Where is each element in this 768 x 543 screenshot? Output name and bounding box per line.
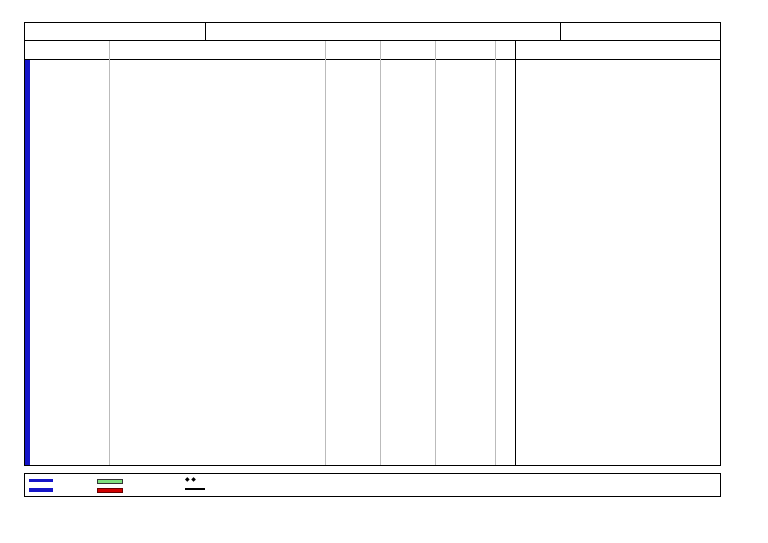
- wbs-band: [25, 60, 30, 465]
- legend-swatch-remaining: [97, 479, 123, 484]
- legend-swatch-critical: [97, 488, 123, 493]
- timeline-axis: [515, 41, 720, 59]
- legend-swatch-actual: [29, 488, 53, 492]
- legend-milestone-icon: ◆ ◆: [185, 477, 196, 483]
- legend-swatch-loe: [29, 479, 53, 482]
- legend-swatch-summary: [185, 488, 205, 490]
- gantt-sheet: [24, 22, 721, 466]
- title-bar: [25, 23, 720, 41]
- legend-footer: [24, 473, 721, 497]
